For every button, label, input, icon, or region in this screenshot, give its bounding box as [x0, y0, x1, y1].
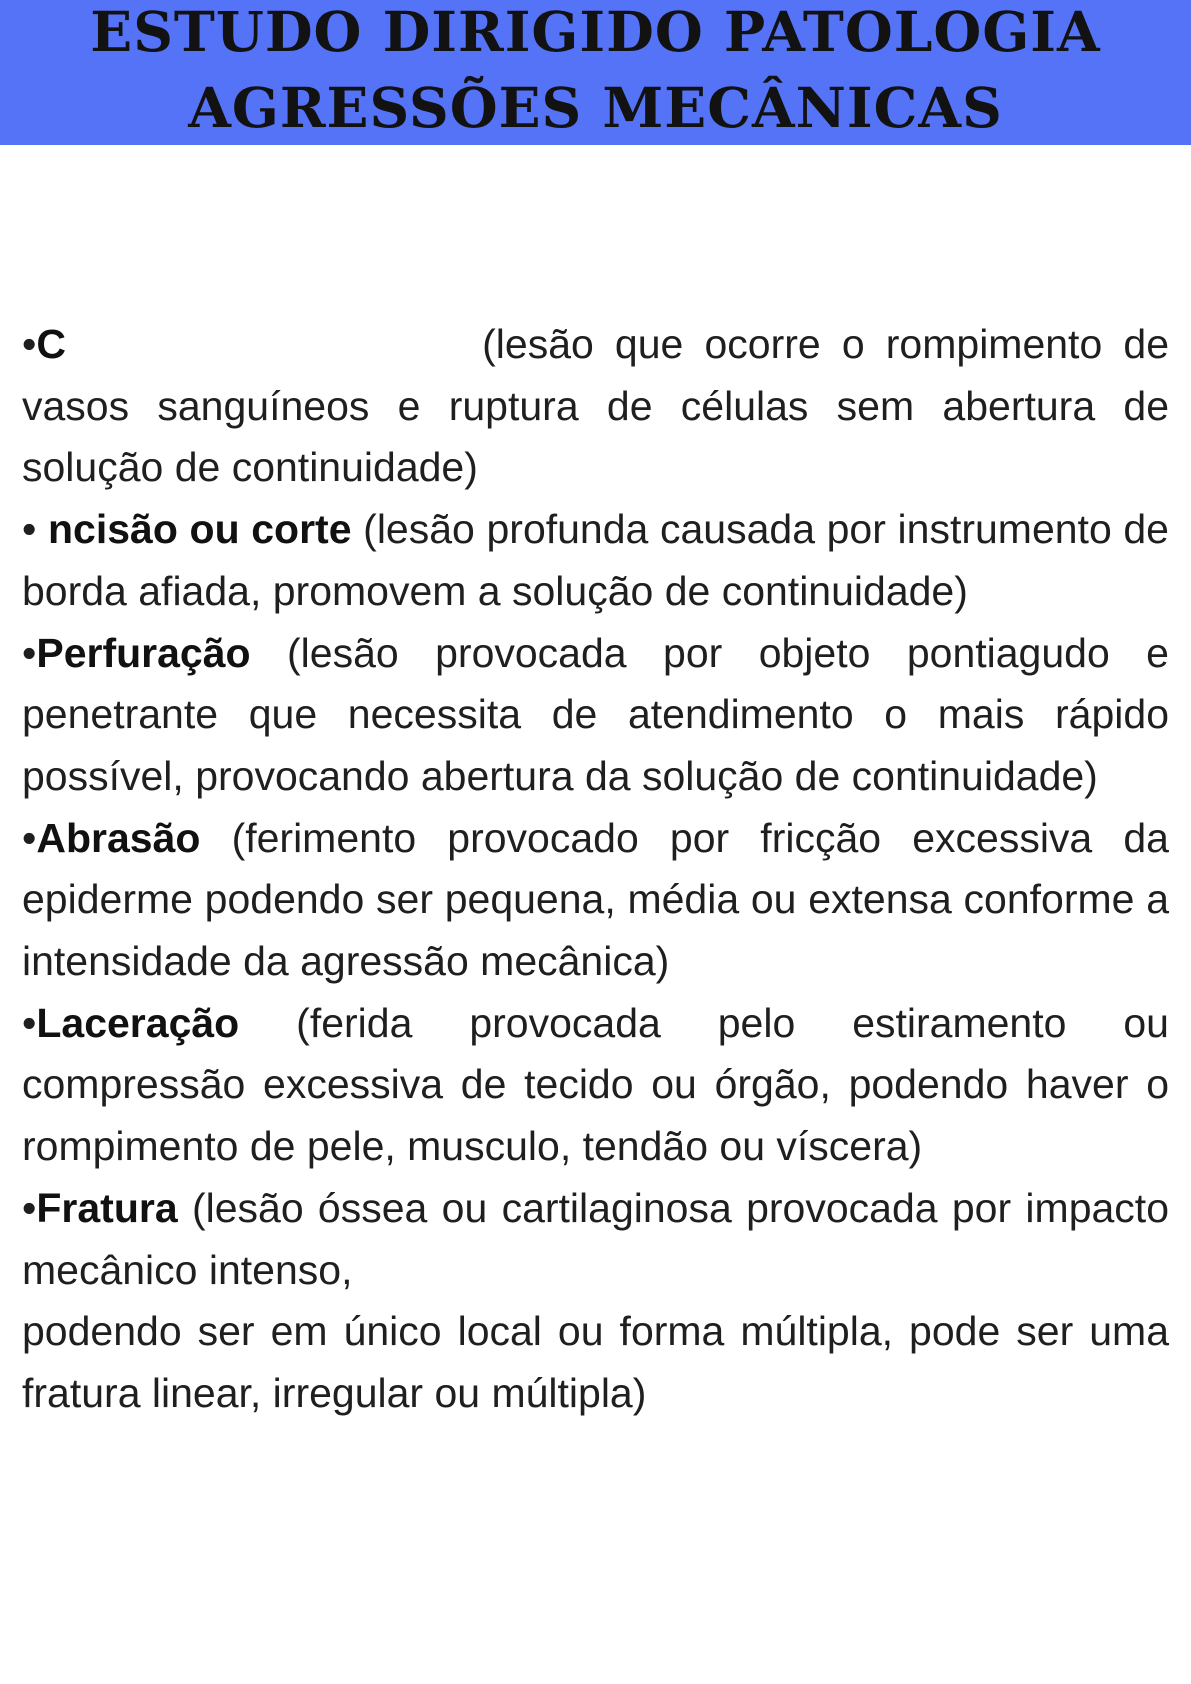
term-label: Perfuração [36, 629, 251, 676]
bullet: • [22, 999, 37, 1046]
title-banner [0, 0, 1191, 145]
term-label: ncisão ou corte [48, 506, 352, 553]
term-label: Fratura [36, 1184, 178, 1231]
page-title-line-2: AGRESSÕES MECÂNICAS [188, 75, 1003, 140]
term-label: C [36, 321, 66, 367]
term-description: (lesão provocada por objeto pontiagudo e penetrante que necessita de atendimento o mais rápido possível, provocando abertura da solução de continuidade) [22, 629, 1169, 799]
list-item-fratura [22, 1178, 1169, 1301]
term-description: (lesão que ocorre o rompimento de vasos sanguíneos e ruptura de células sem abertura de solução de continuidade) [22, 321, 1169, 491]
page-title-line-1: ESTUDO DIRIGIDO PATOLOGIA [90, 0, 1101, 64]
definition-list [22, 314, 1169, 1425]
term-label: Abrasão [36, 814, 201, 861]
term-description: (lesão óssea ou cartilaginosa provocada por impacto mecânico intenso, [22, 1184, 1169, 1293]
list-item-fratura-continuation: podendo ser em único local ou forma múltipla, pode ser uma fratura linear, irregular ou múltipla) [22, 1308, 1169, 1416]
list-item-incisao [22, 499, 1169, 622]
term-label: Laceração [36, 999, 240, 1046]
list-item-contusao [22, 314, 1169, 499]
bullet: • [22, 506, 48, 553]
term-description: (ferida provocada pelo estiramento ou compressão excessiva de tecido ou órgão, podendo haver o rompimento de pele, musculo, tendão ou víscera) [22, 999, 1169, 1170]
term-description: (lesão profunda causada por instrumento de borda afiada, promovem a solução de continuidade) [22, 506, 1169, 614]
bullet: • [22, 629, 37, 676]
bullet: • [22, 814, 37, 861]
term-description: (ferimento provocado por fricção excessiva da epiderme podendo ser pequena, média ou extensa conforme a intensidade da agressão mecânica) [22, 814, 1169, 985]
bullet: • [22, 1184, 37, 1231]
list-item-abrasao [22, 808, 1169, 993]
list-item-laceracao [22, 993, 1169, 1178]
bullet: • [22, 321, 37, 367]
list-item-perfuracao [22, 623, 1169, 808]
